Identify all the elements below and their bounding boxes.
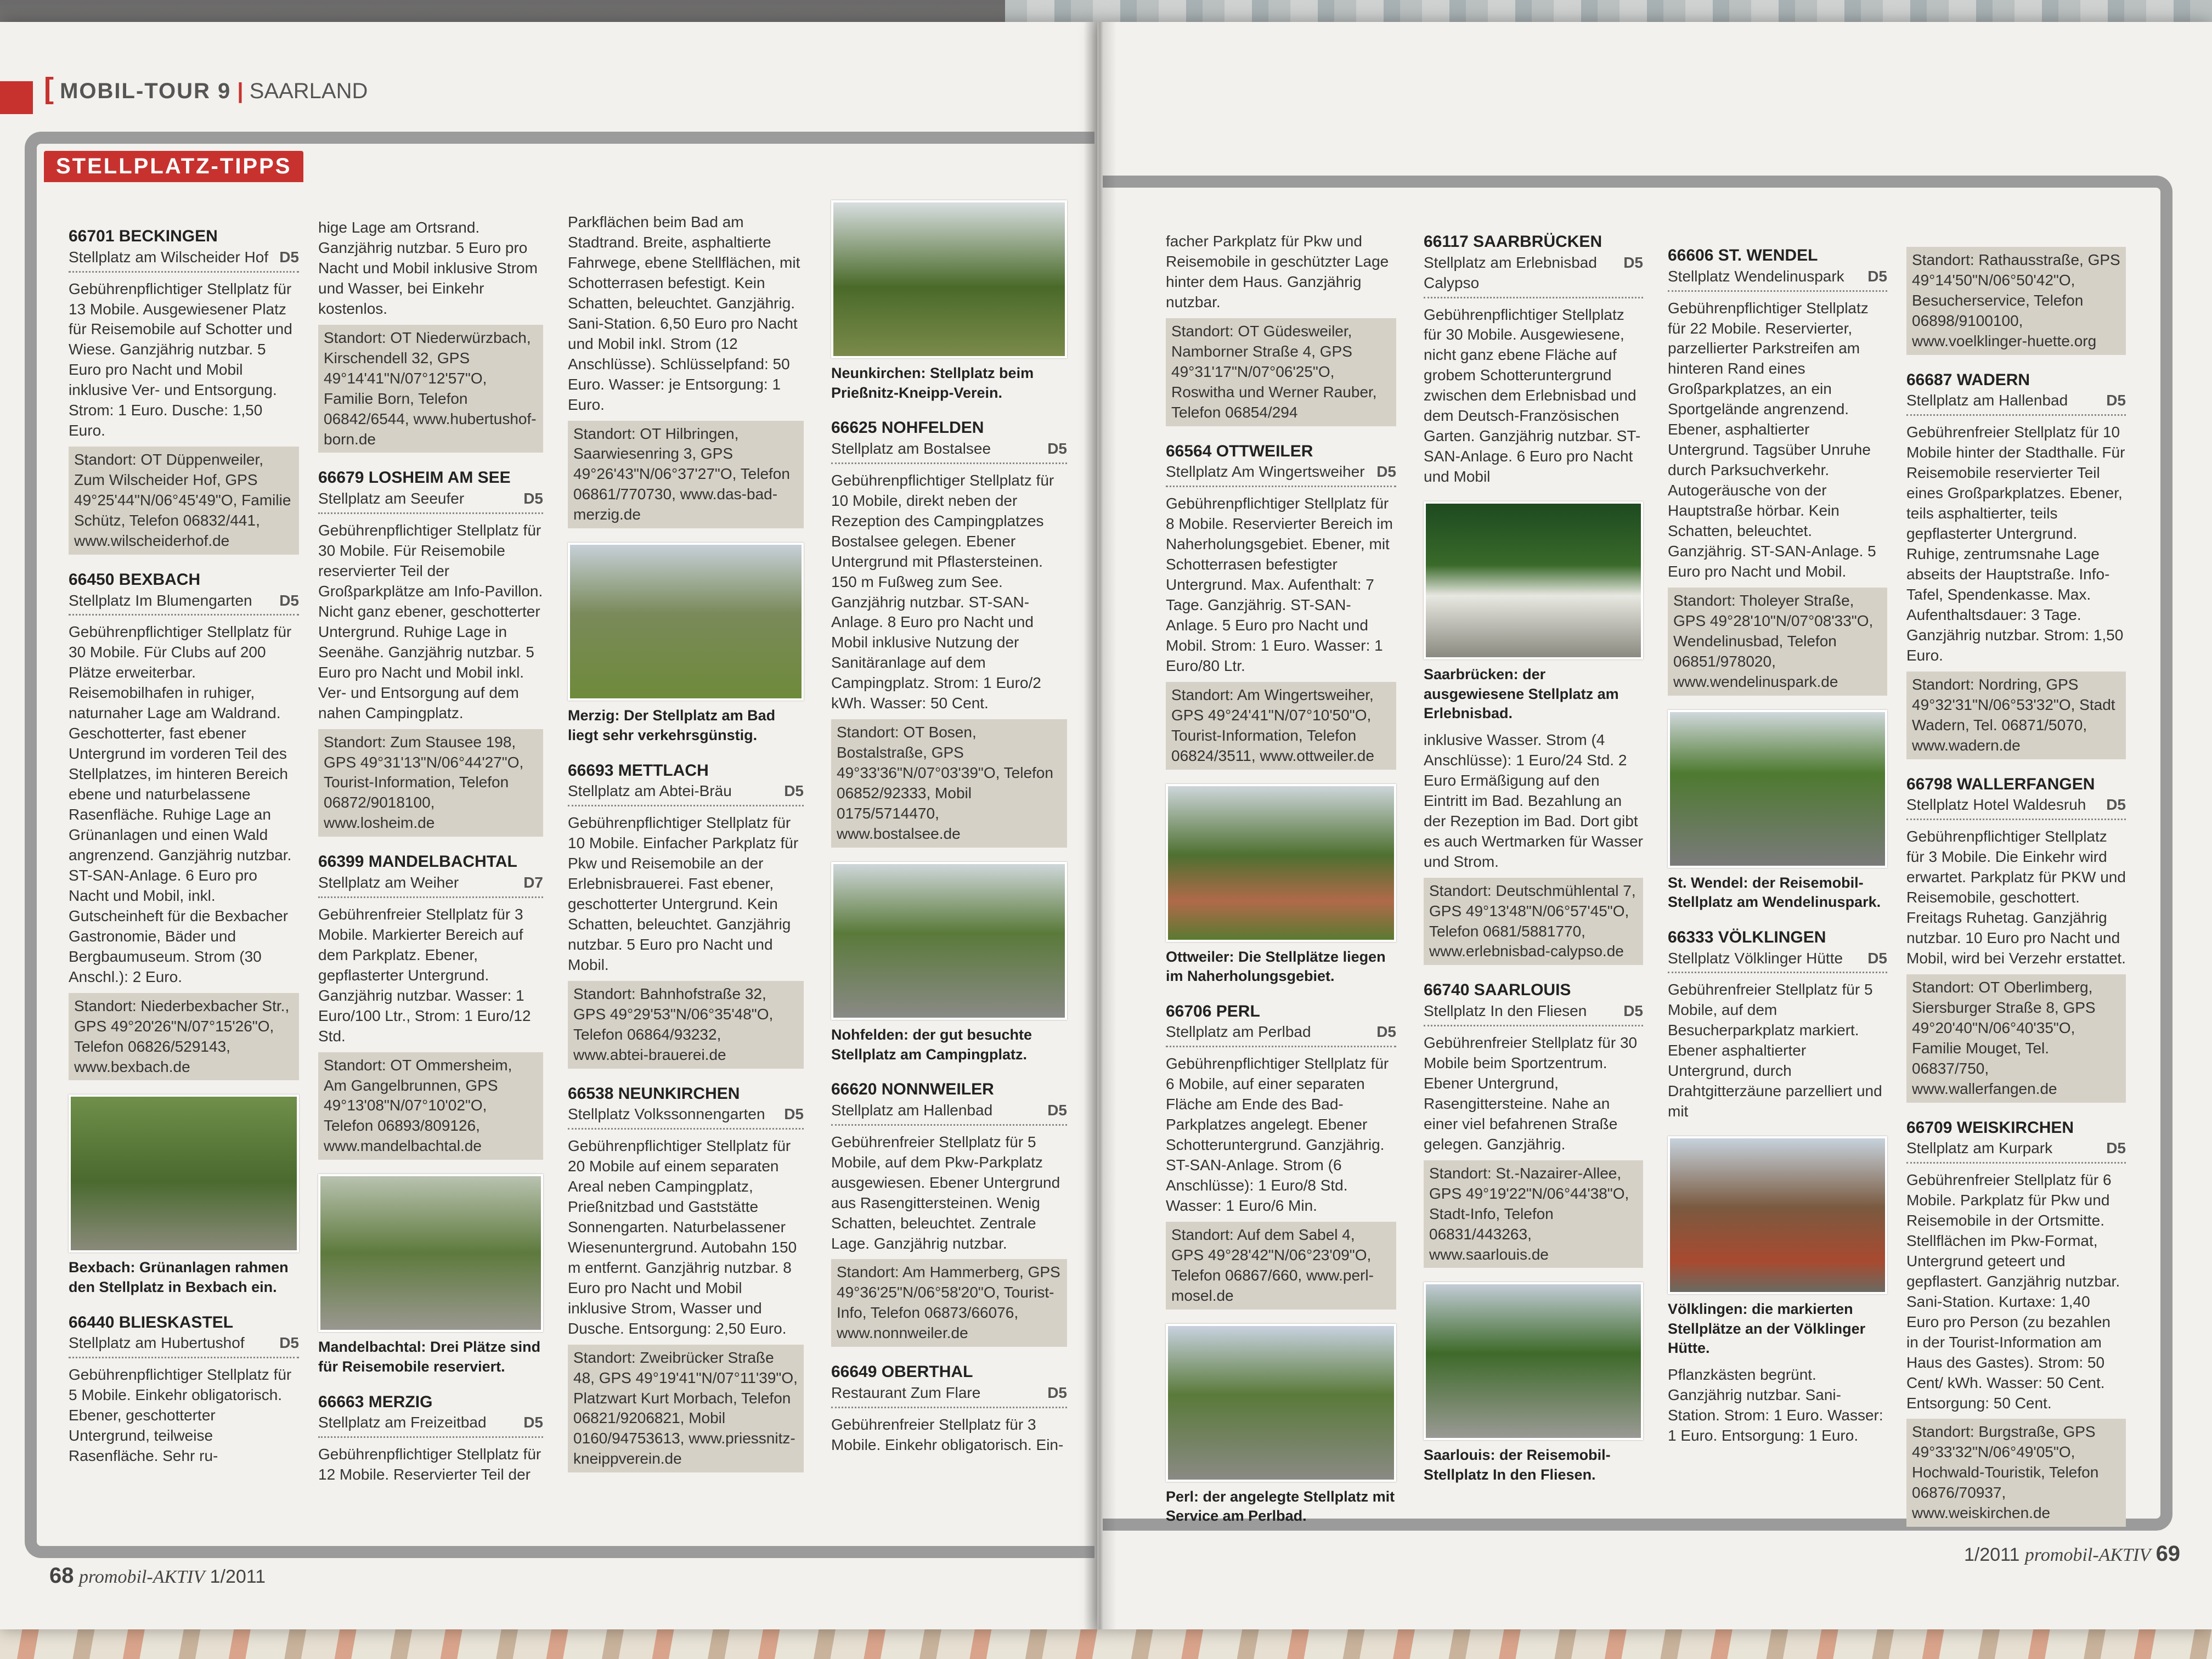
entry-title: 66606 ST. WENDEL [1668,246,1818,264]
entry-subtitle-row [69,247,299,273]
entry-subtitle-row [1424,253,1643,298]
entry-title: 66440 BLIESKASTEL [69,1313,234,1331]
caption-perl: Perl: der angelegte Stellplatz mit Service am Perlbad. [1166,1488,1395,1525]
photo-nohfelden [831,862,1067,1020]
entry-title: 66679 LOSHEIM AM SEE [318,469,511,487]
entry-title: 66701 BECKINGEN [69,227,218,245]
map-code: D5 [2106,392,2126,409]
photo-bexbach [69,1094,299,1252]
map-code: D5 [1623,253,1643,271]
entry-subtitle: Stellplatz Wendelinuspark [1668,267,1844,285]
entry-text: hige Lage am Ortsrand. Ganzjährig nutzbar. 5 Euro pro Nacht und Mobil inklusive Strom und Wasser, bei Einkehr kostenlos. [318,219,538,317]
column-1 [69,211,299,1466]
contact-box: Standort: OT Oberlimberg, Siersburger Straße 8, GPS 49°20'40"N/06°40'35"O, Familie Mouget, Tel. 06837/750, www.wallerfangen.de [1906,974,2126,1103]
map-code: D5 [279,248,299,266]
contact-box: Standort: OT Güdesweiler, Namborner Straße 4, GPS 49°31'17"N/07°06'25"O, Roswitha und Werner Rauber, Telefon 06854/294 [1166,318,1396,426]
entry-title: 66687 WADERN [1906,370,2030,389]
entry-text: Gebührenfreier Stellplatz für 5 Mobile, auf dem Pkw-Parkplatz ausgewiesen. Ebener Untergrund aus Rasengittersteinen. Wenig Schatten, beleuchtet. Zentrale Lage. Ganzjährig nutzbar. [831,1133,1060,1252]
entry-subtitle: Stellplatz Im Blumengarten [69,591,252,609]
stellplatz-entry [831,1361,1067,1455]
entry-title: 66399 MANDELBACHTAL [318,853,517,871]
entry-subtitle-row [1668,267,1887,292]
entry-subtitle-row [831,1101,1067,1126]
stellplatz-entry [1668,245,1887,696]
map-code: D5 [1376,463,1396,481]
entry-subtitle-row [1906,391,2126,416]
caption-voelklingen: Völklingen: die markierten Stellplätze an der Völklinger Hütte. [1668,1301,1866,1357]
page-header: [ MOBIL-TOUR 9 | SAARLAND [44,72,368,105]
entry-text: Gebührenpflichtiger Stellplatz für 6 Mobile, auf einer separaten Fläche am Ende des Bad-Parkplatzes angelegt. Ebener Schotteruntergrund. Ganzjährig. ST-SAN-Anlage. Strom (6 Anschlüsse): 1 Euro/8 Std. Wasser: 1 Euro/6 Min. [1166,1055,1389,1214]
map-code: D5 [2106,1139,2126,1157]
contact-box: Standort: Burgstraße, GPS 49°33'32"N/06°49'05"O, Hochwald-Touristik, Telefon 06876/70937, www.weiskirchen.de [1906,1419,2126,1527]
photo-voelklingen [1668,1136,1887,1294]
page-number: 69 [2155,1542,2181,1566]
entry-text: Gebührenpflichtiger Stellplatz für 5 Mobile. Einkehr obligatorisch. Ebener, geschotterter Untergrund, teilweise Rasenfläche. Sehr ru- [69,1366,292,1465]
contact-box: Standort: Zweibrücker Straße 48, GPS 49°19'41"N/07°11'39"O, Platzwart Kurt Morbach, Telefon 06821/9206821, Mobil 0160/94753613, www.priessnitz-kneippverein.de [568,1345,804,1473]
column-3 [568,206,804,1472]
entry-text: Gebührenfreier Stellplatz für 6 Mobile. Parkplatz für Pkw und Reisemobile in der Ortsmitte. Stellflächen im Pkw-Format, Untergrund geteert und gepflastert. Ganzjährig nutzbar. Sani-Station. Kurtaxe: 1,40 Euro pro Person (zu bezahlen in der Tourist-Information am Haus des Gastes). Strom: 50 Cent/ kWh. Wasser: 50 Cent. Entsorgung: 50 Cent. [1906,1171,2120,1412]
footer-right [1964,1542,2180,1566]
caption-merzig: Merzig: Der Stellplatz am Bad liegt sehr verkehrsgünstig. [568,707,776,743]
map-code: D5 [1047,439,1067,457]
contact-box: Standort: St.-Nazairer-Allee, GPS 49°19'22"N/06°44'38"O, Stadt-Info, Telefon 06831/443263, www.saarlouis.de [1424,1160,1643,1268]
stellplatz-entry [831,417,1067,848]
contact-box: Standort: Auf dem Sabel 4, GPS 49°28'42"N/06°23'09"O, Telefon 06867/660, www.perl-mosel.de [1166,1222,1396,1310]
entry-text: Gebührenpflichtiger Stellplatz für 30 Mobile. Für Clubs auf 200 Plätze erweiterbar. Reisemobilhafen in ruhiger, naturnaher Lage am Waldrand. Geschotterter, fast ebener Untergrund im vorderen Teil des Stellplatzes, im hinteren Bereich ebene und naturbelassene Rasenfläche. Ruhige Lage an Grünanlagen und einen Wald angrenzend. Ganzjährig nutzbar. ST-SAN-Anlage. 6 Euro pro Nacht und Mobil, inkl. Gutscheinheft für die Bexbacher Gastronomie, Bäder und Bergbaumuseum. Strom (30 Anschl.): 2 Euro. [69,623,292,985]
photo-st-wendel [1668,710,1887,868]
entries [1668,245,1887,696]
entry-subtitle-row [1668,949,1887,974]
page-number: 68 [49,1564,74,1588]
contact-box: Standort: OT Niederwürzbach, Kirschendell 32, GPS 49°14'41"N/07°12'57"O, Familie Born, Telefon 06842/6544, www.hubertushof-born.de [318,325,543,453]
caption-saarlouis: Saarlouis: der Reisemobil-Stellplatz In den Fliesen. [1424,1447,1611,1483]
entry-title: 66709 WEISKIRCHEN [1906,1118,2074,1137]
contact-box: Standort: OT Hilbringen, Saarwiesenring 3, GPS 49°26'43"N/06°37'27"O, Telefon 06861/770730, www.das-bad-merzig.de [568,421,804,529]
entry-title: 66620 NONNWEILER [831,1080,994,1099]
photo-merzig [568,543,804,701]
entry-subtitle: Stellplatz Hotel Waldesruh [1906,796,2086,814]
stellplatz-entry [1424,979,1643,1268]
photo-neunkirchen [831,200,1067,358]
entry-text: Gebührenfreier Stellplatz für 30 Mobile beim Sportzentrum. Ebener Untergrund, Rasengittersteine. Nahe an einer viel befahrenen Straße gelegen. Ganzjährig. [1424,1034,1638,1153]
column-4 [831,200,1067,1455]
contact-box: Standort: OT Bosen, Bostalstraße, GPS 49°33'36"N/07°03'39"O, Telefon 06852/92333, Mobil 0175/5714470, www.bostalsee.de [831,719,1067,848]
entry-title: 66798 WALLERFANGEN [1906,775,2095,793]
entry-subtitle-row [69,1333,299,1358]
issue-label: 1/2011 [1964,1544,2020,1565]
entry-text: Gebührenpflichtiger Stellplatz für 3 Mobile. Die Einkehr wird erwartet. Parkplatz für PKW und Reisemobile, geschottert. Freitags Ruhetag. Ganzjährig nutzbar. 10 Euro pro Nacht und Mobil, wird bei Verzehr erstattet. [1906,828,2126,967]
entry-title: 66538 NEUNKIRCHEN [568,1084,740,1103]
entry-title: 66625 NOHFELDEN [831,419,984,437]
entry-subtitle: Stellplatz am Weiher [318,873,459,891]
column-5 [1166,225,1396,1526]
caption-nohfelden: Nohfelden: der gut besuchte Stellplatz am Campingplatz. [831,1026,1032,1063]
entries [1906,369,2126,1527]
entry-subtitle: Stellplatz am Wilscheider Hof [69,248,269,266]
entry-title: 66117 SAARBRÜCKEN [1424,233,1602,251]
entry-text: facher Parkplatz für Pkw und Reisemobile in geschützter Lage hinter dem Haus. Ganzjährig nutzbar. [1166,233,1389,311]
entry-subtitle: Stellplatz Völklinger Hütte [1668,949,1843,967]
column-2 [318,211,543,1485]
entry-title: 66649 OBERTHAL [831,1363,973,1381]
entry-subtitle: Stellplatz am Seeufer [318,490,465,507]
stellplatz-entry [1424,231,1643,487]
map-code: D5 [784,1105,804,1123]
magazine-name: promobil-AKTIV [2024,1545,2151,1565]
stellplatz-entry [1166,441,1396,770]
stellplatz-entry [1906,774,2126,1103]
contact-box: Standort: Nordring, GPS 49°32'31"N/06°53'32"O, Stadt Wadern, Tel. 06871/5070, www.wadern.de [1906,672,2126,759]
entry-subtitle-row [1424,1001,1643,1026]
entry-title: 66663 MERZIG [318,1392,433,1411]
entry-subtitle-row [1166,1022,1396,1047]
stellplatz-entry [69,1312,299,1466]
entry-text: Gebührenpflichtiger Stellplatz für 10 Mobile, direkt neben der Rezeption des Campingplatzes Bostalsee gelegen. Ebener Untergrund mit Pflastersteinen. 150 m Fußweg zum See. Ganzjährig nutzbar. ST-SAN-Anlage. 8 Euro pro Nacht und Mobil inklusive Nutzung der Sanitäranlage auf dem Campingplatz. Strom: 1 Euro/2 kWh. Wasser: 50 Cent. [831,471,1054,712]
caption-st-wendel: St. Wendel: der Reisemobil-Stellplatz am Wendelinuspark. [1668,874,1881,911]
map-code: D5 [1623,1002,1643,1020]
entry-text: Parkflächen beim Bad am Stadtrand. Breite, asphaltierte Fahrwege, ebene Stellflächen, mit Schotterrasen befestigt. Kein Schatten, beleuchtet. Ganzjährig. Sani-Station. 6,50 Euro pro Nacht und Mobil inkl. Strom (12 Anschlüsse). Schlüsselpfand: 50 Euro. Wasser: je Entsorgung: 1 Euro. [568,213,800,413]
photo-ottweiler [1166,784,1396,942]
map-code: D7 [523,873,543,891]
map-code: D5 [279,591,299,609]
book-spine [1084,22,1116,1629]
map-code: D5 [523,1414,543,1431]
entry-subtitle: Stellplatz am Abtei-Bräu [568,782,732,800]
column-6 [1424,217,1643,1485]
entry-text: Gebührenpflichtiger Stellplatz für 30 Mobile. Für Reisemobile reservierter Teil der Großparkplätze am Info-Pavillon. Nicht ganz ebener, geschotterter Untergrund. Ruhige Lage in Seenähe. Ganzjährig nutzbar. 5 Euro pro Nacht und Mobil inkl. Ver- und Entsorgung auf dem nahen Campingplatz. [318,522,543,721]
contact-box: Standort: Bahnhofstraße 32, GPS 49°29'53"N/06°35'48"O, Telefon 06864/93232, www.abtei-brauerei.de [568,981,804,1069]
entry-title: 66693 METTLACH [568,761,709,780]
entry-text: Gebührenpflichtiger Stellplatz für 12 Mobile. Reservierter Teil der [318,1446,541,1483]
entry-subtitle: Restaurant Zum Flare [831,1384,981,1401]
stellplatz-entry [69,569,299,1081]
entry-title: 66706 PERL [1166,1002,1260,1020]
photo-mandelbachtal [318,1174,543,1332]
entry-subtitle-row [831,439,1067,464]
entry-text: Gebührenfreier Stellplatz für 10 Mobile hinter der Stadthalle. Für Reisemobile reservierter Teil eines Großparkplatzes. Ebener, teils asphaltierter, teils gepflasterter Untergrund. Ruhige, zentrumsnahe Lage abseits der Hauptstraße. Info-Tafel, Spendenkasse. Max. Aufenthaltsdauer: 3 Tage. Ganzjährig nutzbar. Strom: 1,50 Euro. [1906,424,2125,664]
entries [318,1391,543,1485]
column-7 [1668,230,1887,1446]
entry-subtitle: Stellplatz In den Fliesen [1424,1002,1587,1020]
contact-box: Standort: Deutschmühlental 7, GPS 49°13'48"N/06°57'45"O, Telefon 0681/5881770, www.erlebnisbad-calypso.de [1424,878,1643,966]
entries [318,467,543,1160]
entries [831,1079,1067,1455]
entry-text: Gebührenpflichtiger Stellplatz für 13 Mobile. Ausgewiesener Platz für Reisemobile auf Schotter und Wiese. Ganzjährig nutzbar. 5 Euro pro Nacht und Mobil inklusive Ver- und Entsorgung. Strom: 1 Euro. Dusche: 1,50 Euro. [69,280,292,439]
entry-subtitle: Stellplatz am Perlbad [1166,1023,1311,1041]
stellplatz-entry [69,225,299,555]
stellplatz-entry [568,760,804,1069]
stellplatz-entry [831,1079,1067,1347]
stellplatz-entry [1906,369,2126,759]
entries [568,760,804,1473]
entry-text: Gebührenpflichtiger Stellplatz für 30 Mobile. Ausgewiesene, nicht ganz ebene Fläche auf grobem Schotteruntergrund zwischen dem Erlebnisbad und dem Deutsch-Französischen Garten. Ganzjährig nutzbar. ST-SAN-Anlage. 6 Euro pro Nacht und Mobil [1424,306,1641,486]
entry-subtitle-row [1906,1138,2126,1164]
entry-text: Gebührenpflichtiger Stellplatz für 8 Mobile. Reservierter Bereich im Naherholungsgebiet. Ebener, mit Schotterrasen befestigter Untergrund. Max. Aufenthalt: 7 Tage. Ganzjährig. ST-SAN-Anlage. 5 Euro pro Nacht und Mobil. Strom: 1 Euro. Wasser: 1 Euro/80 Ltr. [1166,495,1393,674]
section-badge: STELLPLATZ-TIPPS [44,151,303,182]
entry-subtitle-row [831,1383,1067,1408]
map-code: D5 [523,490,543,507]
contact-box: Standort: Tholeyer Straße, GPS 49°28'10"N/07°08'33"O, Wendelinusbad, Telefon 06851/978020, www.wendelinuspark.de [1668,588,1887,696]
stellplatz-entry [1166,1001,1396,1310]
entries [1424,231,1643,487]
footer-left [49,1564,266,1588]
entries [1166,441,1396,770]
contact-box: Standort: Niederbexbacher Str., GPS 49°20'26"N/07°15'26"O, Telefon 06826/529143, www.bexbach.de [69,993,299,1081]
entry-subtitle-row [568,781,804,806]
entry-text: Gebührenfreier Stellplatz für 3 Mobile. Markierter Bereich auf dem Parkplatz. Ebener, gepflasterter Untergrund. Ganzjährig nutzbar. Wasser: 1 Euro/100 Ltr., Strom: 1 Euro/12 Std. [318,905,531,1045]
tour-label: MOBIL-TOUR 9 [60,79,232,103]
entries [1668,927,1887,1122]
entry-subtitle: Stellplatz Volkssonnengarten [568,1105,765,1123]
entry-subtitle-row [1906,795,2126,820]
entry-text: inklusive Wasser. Strom (4 Anschlüsse): 1 Euro/24 Std. 2 Euro Ermäßigung auf den Eintritt im Bad. Bezahlung an der Rezeption im Bad. Dort gibt es auch Wertmarken für Wasser und Strom. [1424,731,1643,870]
contact-box: Standort: Am Hammerberg, GPS 49°36'25"N/06°58'20"O, Tourist-Info, Telefon 06873/66076, www.nonnweiler.de [831,1259,1067,1347]
entry-subtitle: Stellplatz am Hubertushof [69,1334,245,1352]
caption-ottweiler: Ottweiler: Die Stellplätze liegen im Naherholungsgebiet. [1166,948,1386,985]
map-code: D5 [784,782,804,800]
entry-subtitle: Stellplatz am Bostalsee [831,439,991,457]
caption-neunkirchen: Neunkirchen: Stellplatz beim Prießnitz-Kneipp-Verein. [831,365,1034,401]
map-code: D5 [1867,949,1887,967]
caption-bexbach: Bexbach: Grünanlagen rahmen den Stellplatz in Bexbach ein. [69,1259,289,1296]
entries [1166,1001,1396,1310]
entry-subtitle: Stellplatz am Kurpark [1906,1139,2053,1157]
entry-text: Gebührenfreier Stellplatz für 5 Mobile, auf dem Besucherparkplatz markiert. Ebener asphaltierter Untergrund, durch Drahtgitterzäune parzelliert und mit [1668,981,1882,1120]
stellplatz-entry [318,467,543,837]
entry-text: Gebührenfreier Stellplatz für 3 Mobile. Einkehr obligatorisch. Ein- [831,1415,1064,1453]
stellplatz-entry [1906,1117,2126,1527]
stellplatz-entry [318,851,543,1160]
entry-subtitle: Stellplatz am Hallenbad [831,1101,993,1119]
entry-text: Pflanzkästen begrünt. Ganzjährig nutzbar. Sani-Station. Strom: 1 Euro. Wasser: 1 Euro. Entsorgung: 1 Euro. [1668,1366,1883,1444]
stellplatz-entry [568,1083,804,1473]
entry-text: Gebührenpflichtiger Stellplatz für 22 Mobile. Reservierter, parzellierter Parkstreifen am hinteren Rand eines Großparkplatzes, an ein Sportgelände angrenzend. Ebener, asphaltierter Untergrund. Tagsüber Unruhe durch Parksuchverkehr. Autogeräusche von der Hauptstraße hörbar. Kein Schatten, beleuchtet. Ganzjährig. ST-SAN-Anlage. 5 Euro pro Nacht und Mobil. [1668,299,1876,580]
entry-subtitle: Stellplatz am Hallenbad [1906,392,2068,409]
contact-box: Standort: OT Ommersheim, Am Gangelbrunnen, GPS 49°13'08"N/07°10'02"O, Telefon 06893/809126, www.mandelbachtal.de [318,1052,543,1160]
map-code: D5 [1376,1023,1396,1041]
entry-subtitle-row [318,1413,543,1438]
stellplatz-entry [1668,927,1887,1122]
contact-box: Standort: Rathausstraße, GPS 49°14'50"N/06°50'42"O, Besucherservice, Telefon 06898/9100100, www.voelklinger-huette.org [1906,247,2126,355]
entry-subtitle-row [568,1104,804,1130]
photo-saarbruecken [1424,501,1643,659]
entry-title: 66333 VÖLKLINGEN [1668,928,1826,946]
map-code: D5 [2106,796,2126,814]
entry-subtitle-row [318,489,543,514]
entry-subtitle-row [318,873,543,898]
entry-title: 66740 SAARLOUIS [1424,981,1571,1000]
entry-subtitle: Stellplatz am Freizeitbad [318,1414,487,1431]
photo-saarlouis [1424,1282,1643,1440]
magazine-name: promobil-AKTIV [78,1567,205,1587]
map-code: D5 [279,1334,299,1352]
entry-subtitle-row [1166,462,1396,487]
entry-title: 66564 OTTWEILER [1166,442,1313,460]
issue-label: 1/2011 [210,1566,266,1587]
caption-saarbruecken: Saarbrücken: der ausgewiesene Stellplatz am Erlebnisbad. [1424,666,1619,722]
caption-mandelbachtal: Mandelbachtal: Drei Plätze sind für Reisemobile reserviert. [318,1339,541,1375]
contact-box: Standort: OT Düppenweiler, Zum Wilscheider Hof, GPS 49°25'44"N/06°45'49"O, Familie Schütz, Telefon 06832/441, www.wilscheiderhof.de [69,447,299,555]
red-marker [0,81,33,114]
photo-perl [1166,1324,1396,1482]
entry-text: Gebührenpflichtiger Stellplatz für 20 Mobile auf einem separaten Areal neben Campingplatz, Prießnitzbad und Gaststätte Sonnengarten. Naturbelassener Wiesenuntergrund. Autobahn 150 m entfernt. Ganzjährig nutzbar. 8 Euro pro Nacht und Mobil inklusive Strom, Wasser und Dusche. Entsorgung: 2,50 Euro. [568,1137,797,1337]
column-8 [1906,247,2126,1527]
entries [1424,979,1643,1268]
map-code: D5 [1867,267,1887,285]
contact-box: Standort: Zum Stausee 198, GPS 49°31'13"N/06°44'27"O, Tourist-Information, Telefon 06872/9018100, www.losheim.de [318,729,543,837]
map-code: D5 [1047,1384,1067,1401]
region-label: SAARLAND [249,79,368,103]
entry-subtitle: Stellplatz am Erlebnisbad Calypso [1424,253,1597,291]
entry-subtitle: Stellplatz Am Wingertsweiher [1166,463,1365,481]
entry-text: Gebührenpflichtiger Stellplatz für 10 Mobile. Einfacher Parkplatz für Pkw und Reisemobile an der Erlebnisbrauerei. Fast ebener, geschotterter Untergrund. Kein Schatten, beleuchtet. Ganzjährig nutzbar. 5 Euro pro Nacht und Mobil. [568,814,799,973]
map-code: D5 [1047,1101,1067,1119]
entries [69,1312,299,1466]
entry-subtitle-row [69,591,299,616]
contact-box: Standort: Am Wingertsweiher, GPS 49°24'41"N/07°10'50"O, Tourist-Information, Telefon 06824/3511, www.ottweiler.de [1166,682,1396,770]
stellplatz-entry [318,1391,543,1485]
entry-title: 66450 BEXBACH [69,570,201,589]
entries [69,225,299,1080]
entries [831,417,1067,848]
